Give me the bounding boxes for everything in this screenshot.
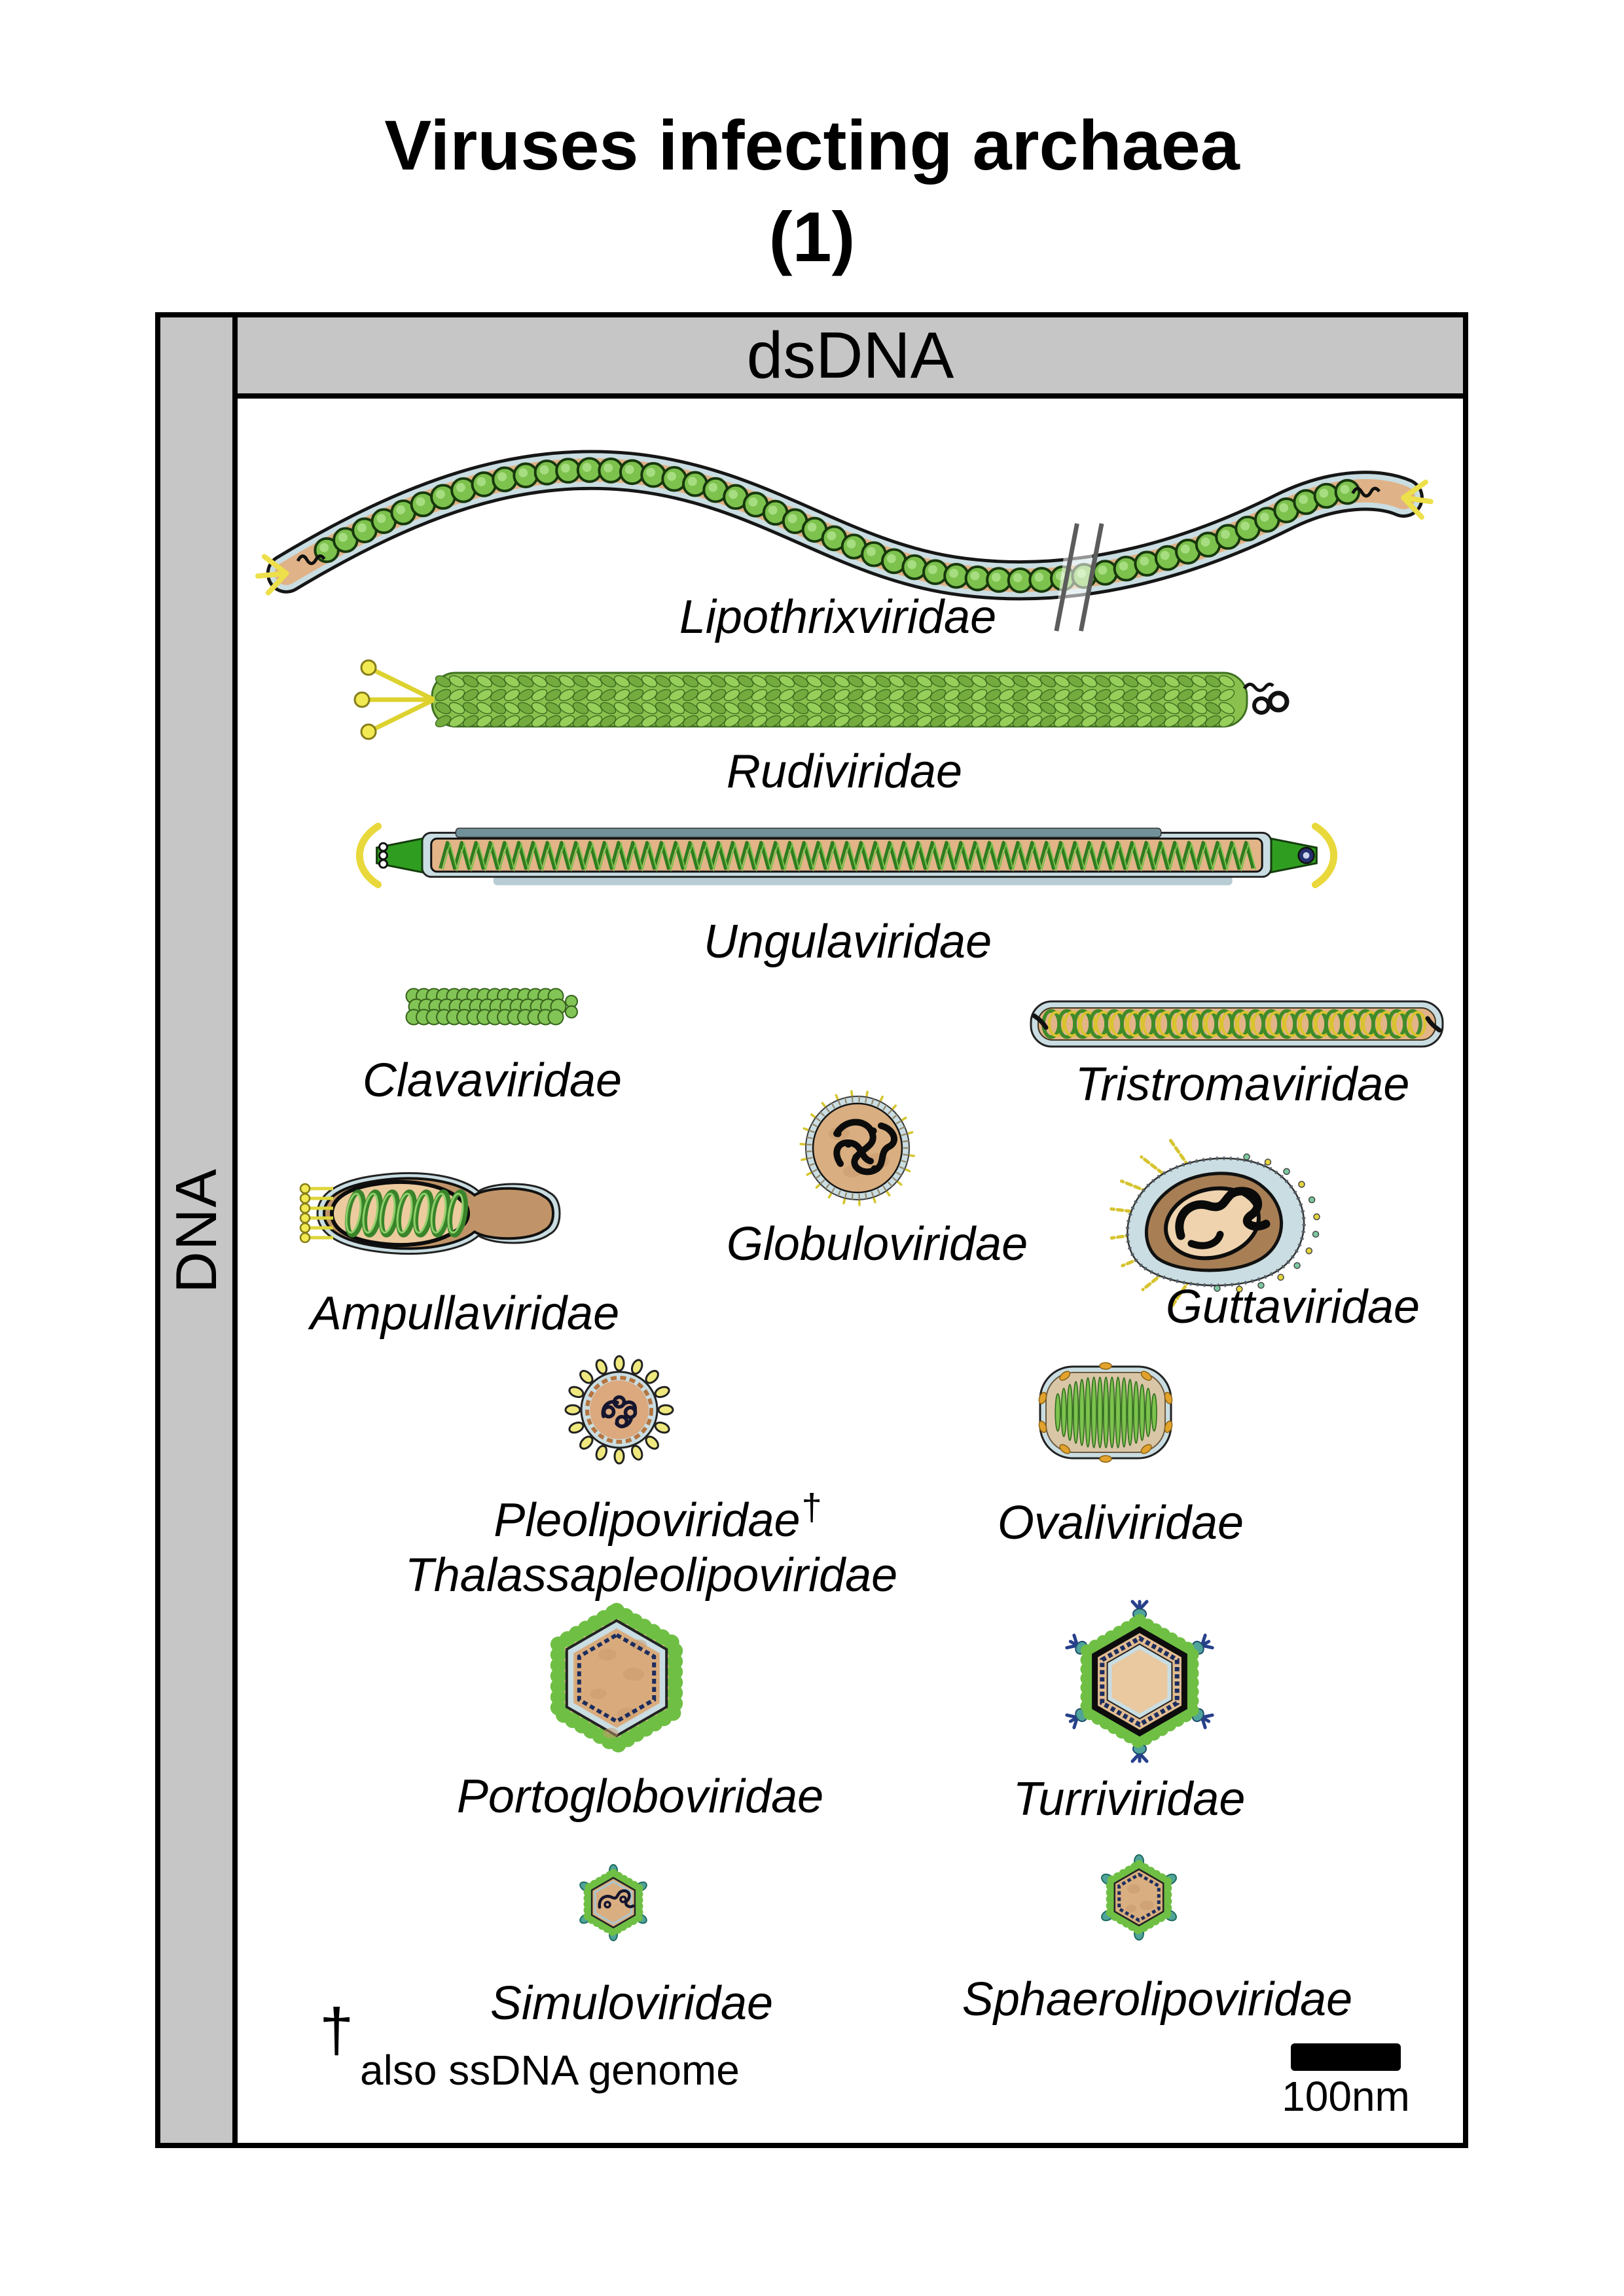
globuloviridae-icon xyxy=(800,1088,915,1206)
lipothrixviridae-icon xyxy=(254,427,1419,617)
family-label-ampullaviridae: Ampullaviridae xyxy=(310,1287,620,1340)
family-label-portogloboviridae: Portogloboviridae xyxy=(456,1770,824,1823)
scale-bar xyxy=(1291,2043,1401,2071)
sphaerolipoviridae-icon xyxy=(1088,1843,1190,1949)
family-label-clavaviridae: Clavaviridae xyxy=(362,1054,623,1107)
family-label-thalassapleolipoviridae: Thalassapleolipoviridae xyxy=(405,1549,898,1602)
family-label-tristromaviridae: Tristromaviridae xyxy=(1075,1058,1410,1111)
pleolipoviridae-icon xyxy=(563,1350,676,1466)
portogloboviridae-icon xyxy=(535,1589,698,1767)
ungulaviridae-icon xyxy=(348,818,1340,893)
figure-title xyxy=(0,99,1624,283)
family-label-globuloviridae: Globuloviridae xyxy=(726,1218,1028,1270)
ovaliviridae-icon xyxy=(1036,1356,1185,1469)
family-label-turriviridae: Turriviridae xyxy=(1013,1773,1246,1825)
ampullaviridae-icon xyxy=(298,1170,573,1259)
footnote-dagger: † xyxy=(319,1996,354,2064)
genome-type-label: DNA xyxy=(164,1167,228,1293)
tristromaviridae-icon xyxy=(1029,996,1445,1052)
clavaviridae-icon xyxy=(405,987,581,1026)
genome-strand-header xyxy=(232,312,1468,399)
scale-bar-label: 100nm xyxy=(1282,2073,1410,2120)
family-label-pleolipoviridae: Pleolipoviridae† xyxy=(494,1486,822,1547)
footnote-text: also ssDNA genome xyxy=(360,2047,740,2094)
family-label-lipothrixviridae: Lipothrixviridae xyxy=(679,591,997,643)
turriviridae-icon xyxy=(1055,1590,1224,1772)
dagger-mark: † xyxy=(801,1486,822,1528)
family-label-rudiviridae: Rudiviridae xyxy=(726,745,963,798)
figure-title-line2: (1) xyxy=(768,197,856,277)
figure-title-line1: Viruses infecting archaea xyxy=(384,105,1240,185)
family-label-ungulaviridae: Ungulaviridae xyxy=(703,916,992,968)
family-label-sphaerolipoviridae: Sphaerolipoviridae xyxy=(962,1973,1353,2026)
simuloviridae-icon xyxy=(568,1854,659,1949)
family-label-ovaliviridae: Ovaliviridae xyxy=(997,1497,1244,1549)
genome-type-sidebar xyxy=(155,312,238,2148)
rudiviridae-icon xyxy=(357,660,1293,738)
family-label-simuloviridae: Simuloviridae xyxy=(490,1977,774,2030)
genome-strand-label: dsDNA xyxy=(746,318,954,392)
family-label-guttaviridae: Guttaviridae xyxy=(1165,1281,1420,1333)
